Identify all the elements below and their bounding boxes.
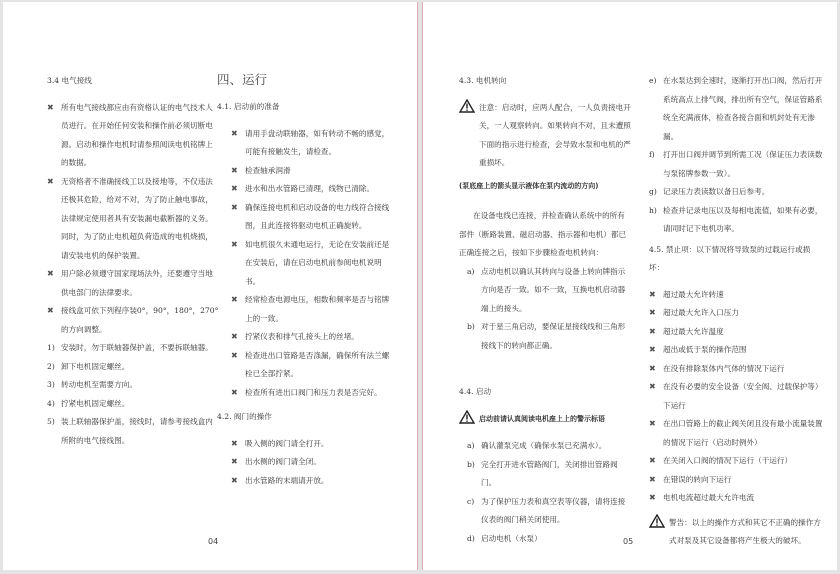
- subsection-title: 4.1. 启动前的准备: [217, 102, 280, 111]
- list-item: [649, 286, 825, 305]
- list-item: [649, 360, 825, 379]
- cross-bullet-icon: ✖: [649, 382, 656, 391]
- item-text: 拧紧电机固定螺丝。: [61, 398, 130, 408]
- list-item: [649, 341, 825, 360]
- section-title: 3.4 电气接线: [47, 76, 92, 85]
- numbered-item: [47, 339, 219, 358]
- item-number: c): [467, 496, 475, 506]
- list-item-text: 在没有排除泵体内气体的情况下运行: [663, 363, 785, 373]
- list-item: [649, 415, 825, 452]
- list-item-text: 吸入侧的阀门请全打开。: [245, 438, 329, 448]
- item-text: 对于星三角启动，要保证星接线线和三角形接线下的转向都正确。: [481, 322, 626, 350]
- item-number: f): [649, 150, 655, 159]
- list-item: [47, 302, 219, 339]
- list-item: [47, 265, 219, 302]
- list-item-text: 检查所有进出口阀门和压力表是否完好。: [245, 387, 382, 397]
- list-item-text: 确保连接电机和启动设备的电力线符合接线图，且此连接将驱动电机正确旋转。: [245, 202, 390, 230]
- numbered-item: [467, 263, 631, 319]
- numbered-item: [649, 183, 825, 202]
- list-item-text: 用户除必须遵守国家现场法外，还要遵守当地供电部门的法律要求。: [61, 269, 213, 297]
- numbered-item: [649, 202, 825, 239]
- numbered-item: [47, 358, 219, 377]
- cross-bullet-icon: ✖: [649, 363, 656, 373]
- item-text: 在水泵达到全速时，逐渐打开出口阀，然后打开系统高点上排气阀，排出所有空气，保证管路系统全充满液体，检查各接合面和机封处有无渗漏。: [663, 76, 823, 141]
- right-page: [422, 2, 837, 570]
- numbered-item: [47, 413, 219, 450]
- list-item: [231, 384, 392, 403]
- list-item: [649, 323, 825, 342]
- list-item: [231, 435, 392, 454]
- subsection-title: 4.5. 禁止项：以下情况将导致泵的过载运行或损坏：: [649, 244, 811, 272]
- item-text: 转动电机至需要方向。: [61, 380, 137, 389]
- warning-triangle-icon: [459, 99, 479, 121]
- list-item-text: 接线盒可依下列程序装0°，90°，180°，270°的方向调整。: [61, 306, 219, 334]
- numbered-item: [467, 318, 631, 355]
- list-item-text: 在没有必要的安全设备（安全阀、过载保护等）下运行: [663, 382, 823, 410]
- list-item-text: 出水管路的末端请开放。: [245, 475, 329, 485]
- subsection-title: 4.4. 启动: [459, 387, 492, 396]
- right-column-2: [649, 72, 825, 551]
- page-number: 04: [208, 537, 219, 546]
- numbered-item: [467, 530, 634, 549]
- warning-text: 注意：启动时，应两人配合，一人负责接电开关，一人观察转向。如果转向不对，且未遭照下面的指示进行检查，会导致水泵和电机的严重损坏。: [479, 102, 631, 167]
- cross-bullet-icon: ✖: [231, 475, 238, 485]
- numbered-item: [47, 376, 219, 395]
- cross-bullet-icon: ✖: [649, 456, 656, 465]
- list-item: [649, 452, 825, 471]
- list-item: [47, 173, 219, 266]
- item-text: 检查并记录电压以及每相电流值，如果有必要，请同时记下电机功率。: [663, 205, 823, 233]
- cross-bullet-icon: ✖: [231, 184, 238, 193]
- list-item-text: 在关闭入口阀的情况下运行（干运行）: [663, 456, 793, 465]
- subsection-title: 4.3. 电机转向: [459, 76, 507, 85]
- list-item-text: 检查进出口管路是否涤漏，确保所有法兰螺栓已全部拧紧。: [245, 350, 390, 378]
- cross-bullet-icon: ✖: [231, 387, 238, 397]
- item-number: 3): [47, 380, 55, 389]
- list-item-text: 超过最大允许温度: [663, 326, 724, 336]
- cross-bullet-icon: ✖: [231, 457, 238, 466]
- warning-triangle-icon: [649, 514, 669, 536]
- item-text: 为了保护压力表和真空表等仪器，请将连接仪表的阀门稍关闭使用。: [481, 496, 626, 524]
- item-number: 1): [47, 343, 55, 352]
- cross-bullet-icon: ✖: [649, 493, 656, 502]
- list-item: [649, 304, 825, 323]
- list-item: [649, 471, 825, 490]
- numbered-item: [467, 456, 631, 493]
- numbered-item: [467, 437, 631, 456]
- item-number: a): [467, 266, 475, 276]
- left-column-1: [47, 72, 219, 450]
- item-text: 确认灌泵完成（确保水泵已充满水）。: [481, 441, 607, 450]
- item-number: e): [649, 76, 657, 85]
- list-item-text: 超过最大允许转速: [663, 289, 724, 299]
- item-text: 打开出口阀并调节到所需工况（保证压力表读数与泵铭牌参数一致）。: [663, 150, 823, 178]
- list-item-text: 进水和出水管路已清理，线物已清除。: [245, 184, 375, 193]
- list-item-text: 检查轴承润滑: [245, 165, 291, 175]
- list-item-text: 电机电流超过最大允许电流: [663, 493, 755, 502]
- cross-bullet-icon: ✖: [649, 289, 656, 299]
- list-item: [47, 99, 219, 173]
- cross-bullet-icon: ✖: [649, 308, 656, 317]
- numbered-item: [649, 72, 825, 146]
- list-item-text: 出水侧的阀门请全闭。: [245, 457, 321, 466]
- numbered-item: [649, 146, 825, 183]
- item-text: 装上联轴器保护盖，接线时，请参考接线盒内所附的电气接线图。: [61, 417, 213, 445]
- cross-bullet-icon: ✖: [231, 350, 238, 360]
- item-text: 安装时，勿于联轴器保护盖，不要拆联轴器。: [61, 343, 213, 352]
- list-item-text: 所有电气接线都应由有资格认证的电气技术人员进行。在开始任何安装和操作前必须切断电源。启动和操作电机时请参照阅读电机铭牌上的数据。: [61, 102, 213, 167]
- item-number: b): [467, 459, 475, 469]
- cross-bullet-icon: ✖: [231, 128, 238, 138]
- item-number: a): [467, 441, 475, 450]
- item-number: h): [649, 205, 657, 215]
- cross-bullet-icon: ✖: [231, 202, 238, 212]
- paragraph: 在设备电线已连接，并检查确认系统中的所有部件（断路装置、磁启动器、指示器和电机）都已正确连接之后，按如下步骤检查电机转向：: [459, 211, 627, 257]
- list-item: [231, 328, 392, 347]
- list-item-text: 如电机很久未通电运行，无论在安装前还是在安装后，请在启动电机前参阅电机说明书。: [245, 239, 390, 286]
- item-number: g): [649, 187, 657, 196]
- list-item-text: 超出或低于泵的操作范围: [663, 345, 747, 354]
- warning-text: 启动前请认真阅读电机座上上的警示标语: [479, 414, 605, 423]
- item-text: 记录压力表读数以备日后参考。: [663, 187, 770, 196]
- list-item: [231, 236, 392, 292]
- page-number: 05: [623, 537, 634, 546]
- right-column-1: [459, 72, 634, 548]
- numbered-item: [467, 493, 631, 530]
- list-item: [231, 199, 392, 236]
- warning-block: [649, 514, 825, 551]
- cross-bullet-icon: ✖: [47, 102, 54, 112]
- subsection-title: 4.2. 阀门的操作: [217, 412, 272, 421]
- cross-bullet-icon: ✖: [231, 295, 238, 304]
- cross-bullet-icon: ✖: [649, 326, 656, 336]
- list-item: [231, 180, 392, 199]
- list-item: [231, 347, 392, 384]
- list-item-text: 无资格者不准确接线工以及接地等，不仅违法还极其危险，给对不对，为了防止触电事故，法律规定使用者具有安装漏电截断器的义务。同时，为了防止电机超负荷造成的电机烧损，请安装电机的保护装置。: [61, 176, 213, 260]
- numbered-item: [47, 395, 219, 414]
- cross-bullet-icon: ✖: [649, 345, 656, 354]
- list-item: [231, 291, 392, 328]
- cross-bullet-icon: ✖: [649, 419, 656, 428]
- item-number: d): [467, 533, 475, 543]
- list-item-text: 请用手盘动联轴器，如有转动不畅的感觉，可能有接触发生，请检查。: [245, 128, 390, 156]
- item-text: 点动电机以确认其转向与设备上转向牌指示方向是否一致。如不一致，互换电机启动器端上的接头。: [481, 266, 626, 313]
- cross-bullet-icon: ✖: [231, 438, 238, 448]
- left-column-2: [217, 72, 392, 490]
- cross-bullet-icon: ✖: [231, 332, 238, 341]
- list-item: [231, 472, 392, 491]
- cross-bullet-icon: ✖: [47, 306, 54, 315]
- list-item-text: 超过最大允许入口压力: [663, 308, 739, 317]
- list-item: [231, 125, 392, 162]
- cross-bullet-icon: ✖: [47, 176, 54, 186]
- warning-text: 警告：以上的操作方式和其它不正确的操作方式对泵及其它设备都将产生极大的破坏。: [669, 517, 821, 545]
- cross-bullet-icon: ✖: [649, 474, 656, 484]
- flow-direction-note: (泵底座上的箭头显示液体在泵内流动的方向): [459, 181, 599, 190]
- cross-bullet-icon: ✖: [231, 165, 238, 175]
- list-item: [649, 489, 825, 508]
- item-number: 5): [47, 417, 55, 426]
- cross-bullet-icon: ✖: [47, 269, 54, 278]
- left-page: [3, 2, 418, 570]
- warning-block: [459, 99, 631, 173]
- warning-block: [459, 410, 631, 432]
- item-text: 启动电机（水泵）: [481, 533, 542, 543]
- list-item-text: 在出口管路上的截止阀关闭且没有最小流量装置的情况下运行（启动时例外）: [663, 419, 823, 447]
- list-item: [231, 162, 392, 181]
- warning-triangle-icon: [459, 410, 479, 432]
- item-text: 完全打开进水管路阀门，关闭排出管路阀门。: [481, 459, 618, 487]
- item-text: 卸下电机固定螺丝。: [61, 361, 130, 371]
- list-item-text: 在错误的转向下运行: [663, 474, 732, 484]
- list-item-text: 拧紧仪表和排气孔接头上的丝堵。: [245, 332, 359, 341]
- item-number: b): [467, 322, 475, 331]
- list-item: [231, 453, 392, 472]
- item-number: 4): [47, 398, 55, 408]
- item-number: 2): [47, 361, 55, 371]
- chapter-heading: 四、运行: [217, 72, 268, 87]
- list-item-text: 经常检查电源电压，相数和频率是否与铭牌上的一致。: [245, 295, 390, 323]
- cross-bullet-icon: ✖: [231, 239, 238, 249]
- list-item: [649, 378, 825, 415]
